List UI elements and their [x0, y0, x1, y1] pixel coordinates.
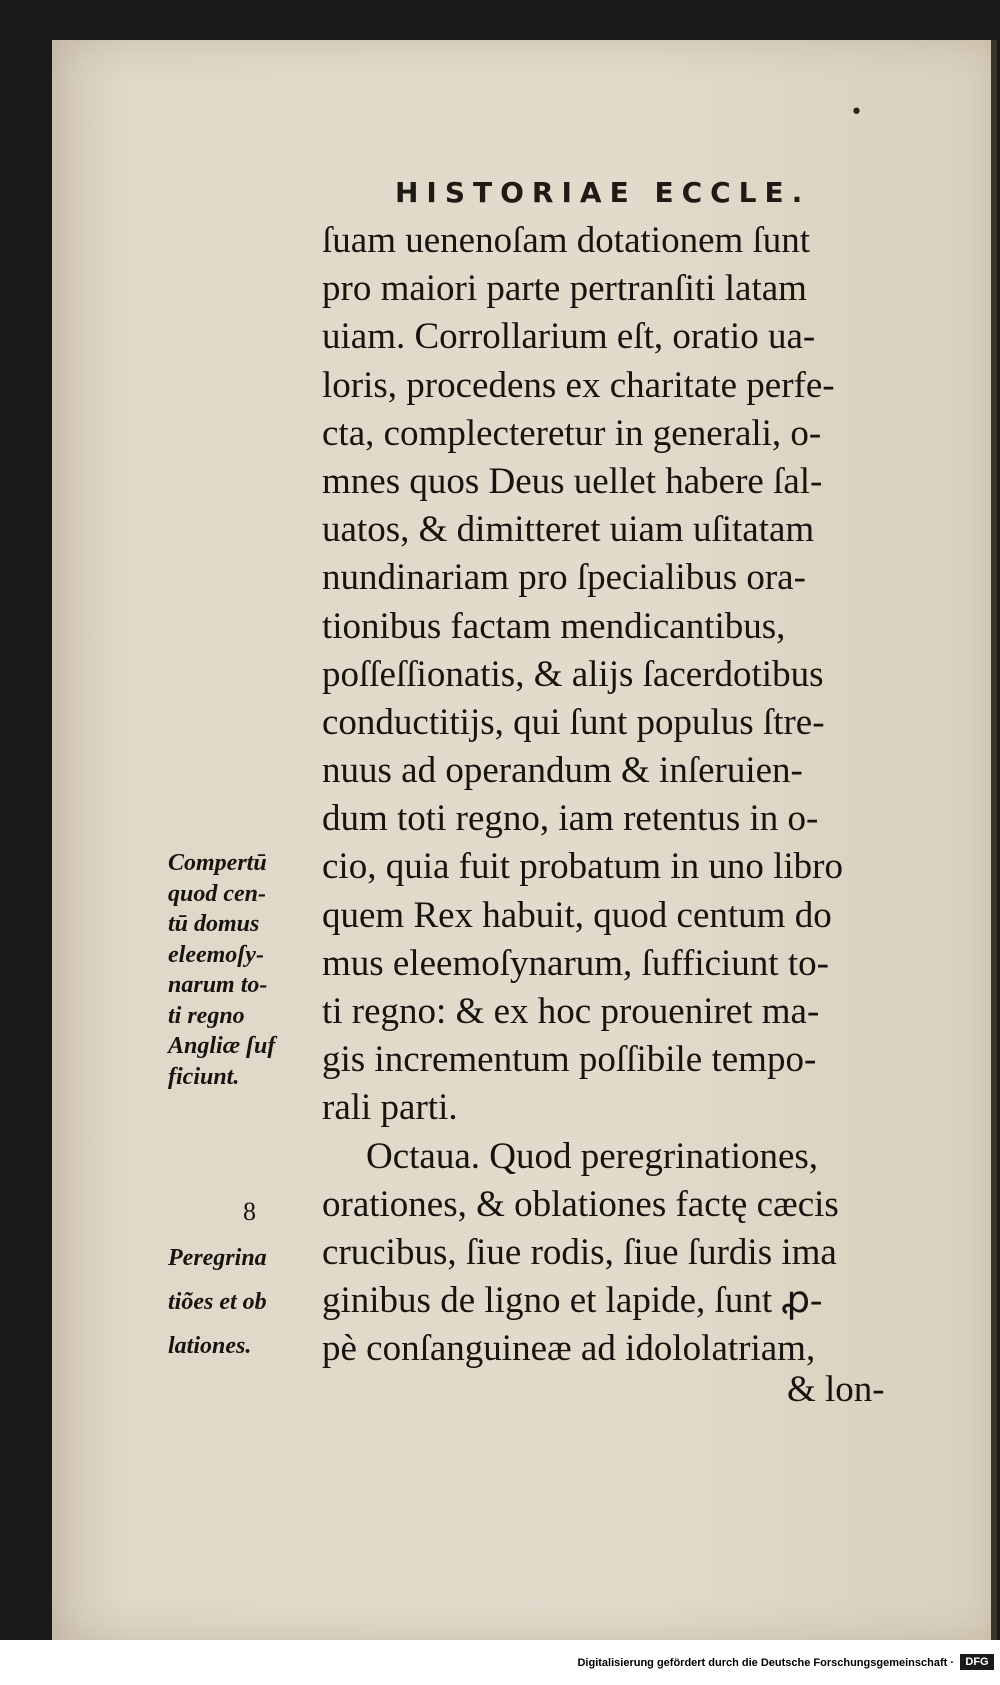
body-text: [322, 217, 962, 1374]
text-line: Octaua. Quod peregrinationes,: [366, 1135, 819, 1177]
text-line: nuus ad operandum & inſeruien-: [322, 750, 803, 792]
footer-credit: Digitalisierung gefördert durch die Deutsche Forschungsgemeinschaft ·: [577, 1657, 954, 1669]
margin-note-line: Peregrina: [168, 1245, 267, 1271]
text-line: gis incrementum poſſibile tempo-: [322, 1039, 817, 1081]
text-line: pro maiori parte pertranſiti latam: [322, 268, 807, 310]
text-line: dum toti regno, iam retentus in o-: [322, 798, 819, 840]
text-line: quem Rex habuit, quod centum do: [322, 894, 832, 936]
margin-note-line: quod cen-: [168, 880, 266, 907]
margin-note-line: tū domus: [168, 911, 260, 937]
text-line: uiam. Corrollarium eſt, oratio ua-: [322, 316, 816, 358]
catchword: & lon-: [787, 1369, 885, 1410]
text-line: uatos, & dimitteret uiam uſitatam: [322, 509, 815, 551]
margin-number: 8: [243, 1197, 256, 1226]
text-line: pè conſanguineæ ad idololatriam,: [322, 1328, 816, 1370]
page-mark: •: [850, 100, 863, 125]
text-line: conductitijs, qui ſunt populus ſtre-: [322, 701, 825, 743]
text-line: mnes quos Deus uellet habere ſal-: [322, 460, 823, 502]
margin-note-line: Compertū: [168, 850, 267, 876]
text-line: orationes, & oblationes factę cæcis: [322, 1183, 839, 1225]
margin-note: [168, 1236, 267, 1368]
text-line: tionibus factam mendicantibus,: [322, 605, 786, 647]
text-line: ſuam uenenoſam dotationem ſunt: [322, 220, 811, 261]
text-line: cio, quia fuit probatum in uno libro: [322, 846, 843, 888]
text-line: rali parti.: [322, 1087, 458, 1129]
text-line: ti regno: & ex hoc proueniret ma-: [322, 991, 820, 1032]
text-line: crucibus, ſiue rodis, ſiue ſurdis ima: [322, 1231, 837, 1273]
text-line: poſſeſſionatis, & alijs ſacerdotibus: [322, 653, 824, 695]
text-line: mus eleemoſynarum, ſufficiunt to-: [322, 942, 829, 984]
text-line: cta, complecteretur in generali, o-: [322, 412, 822, 454]
margin-note-line: narum to-: [168, 972, 268, 998]
dfg-logo: DFG: [960, 1654, 994, 1670]
running-head: HISTORIAE ECCLE.: [395, 176, 811, 209]
text-line: ginibus de ligno et lapide, ſunt ꝓ-: [322, 1280, 823, 1322]
margin-note-line: eleemoſy-: [168, 941, 264, 968]
text-line: nundinariam pro ſpecialibus ora-: [322, 557, 806, 599]
margin-note-line: Angliæ ſuf: [168, 1033, 276, 1059]
margin-note: [168, 848, 275, 1092]
margin-note-line: ficiunt.: [168, 1063, 240, 1090]
margin-note-line: ti regno: [168, 1002, 245, 1029]
text-line: loris, procedens ex charitate perfe-: [322, 364, 835, 406]
margin-note-line: tiões et ob: [168, 1289, 267, 1315]
page-edge: [991, 40, 997, 1640]
margin-note-line: lationes.: [168, 1333, 252, 1359]
